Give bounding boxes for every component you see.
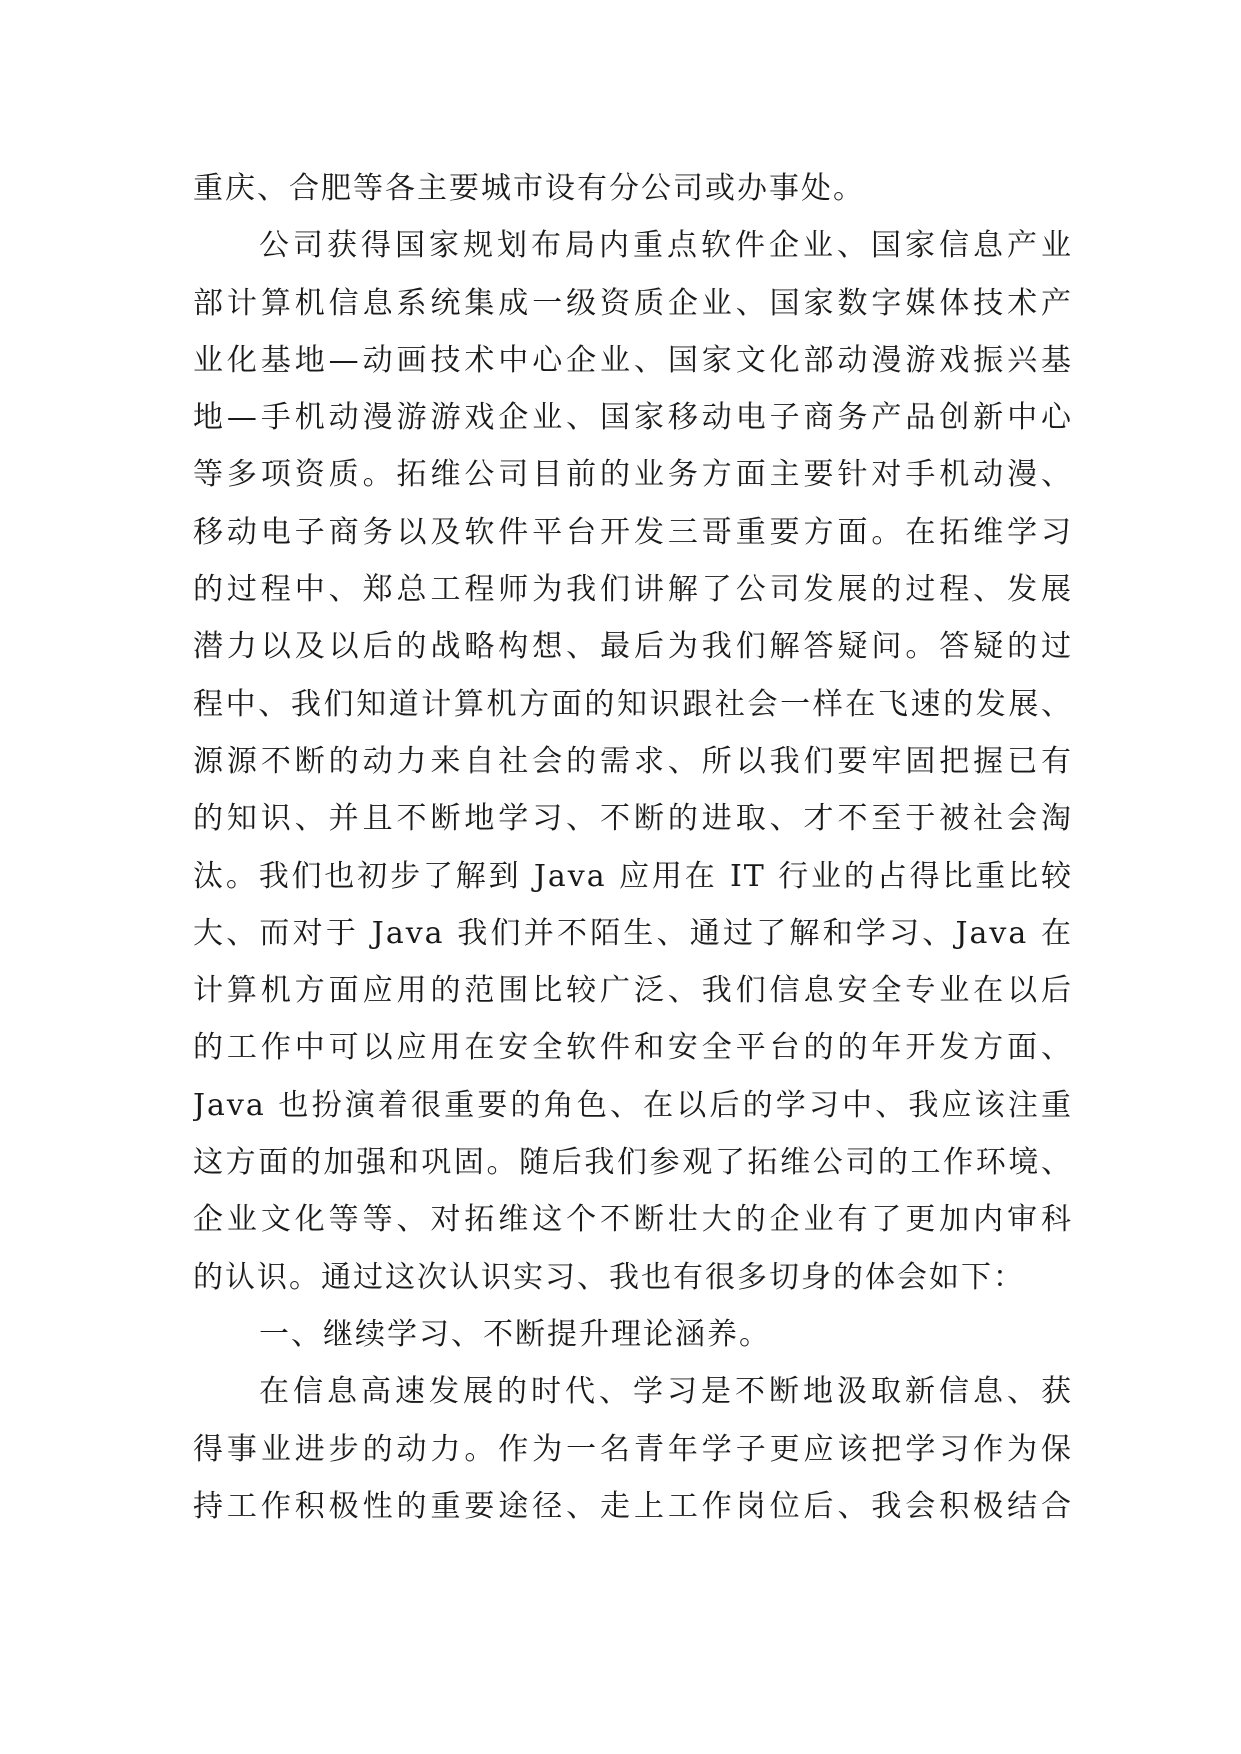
text-line: 一、继续学习、不断提升理论涵养。 xyxy=(259,1316,771,1352)
text-line: 的知识、并且不断地学习、不断的进取、才不至于被社会淘 xyxy=(193,801,1073,837)
text-line: 移动电子商务以及软件平台开发三哥重要方面。在拓维学习 xyxy=(193,514,1073,550)
body-text xyxy=(193,160,1073,1535)
text-line: 地—手机动漫游游戏企业、国家移动电子商务产品创新中心 xyxy=(193,400,1073,436)
text-line: 汰。我们也初步了解到 Java 应用在 IT 行业的占得比重比较 xyxy=(193,858,1073,894)
text-line: 的过程中、郑总工程师为我们讲解了公司发展的过程、发展 xyxy=(193,572,1073,608)
text-line: 在信息高速发展的时代、学习是不断地汲取新信息、获 xyxy=(259,1374,1073,1410)
text-line: 公司获得国家规划布局内重点软件企业、国家信息产业 xyxy=(259,228,1073,264)
text-line: 程中、我们知道计算机方面的知识跟社会一样在飞速的发展、 xyxy=(193,686,1073,722)
text-line: 业化基地—动画技术中心企业、国家文化部动漫游戏振兴基 xyxy=(193,342,1073,378)
text-line: 源源不断的动力来自社会的需求、所以我们要牢固把握已有 xyxy=(193,743,1073,779)
text-line: 部计算机信息系统集成一级资质企业、国家数字媒体技术产 xyxy=(193,285,1073,321)
text-line: 的认识。通过这次认识实习、我也有很多切身的体会如下： xyxy=(193,1259,1025,1295)
text-line: 得事业进步的动力。作为一名青年学子更应该把学习作为保 xyxy=(193,1431,1073,1467)
text-line: 潜力以及以后的战略构想、最后为我们解答疑问。答疑的过 xyxy=(193,629,1073,665)
text-line: 企业文化等等、对拓维这个不断壮大的企业有了更加内审科 xyxy=(193,1202,1073,1238)
text-line: 计算机方面应用的范围比较广泛、我们信息安全专业在以后 xyxy=(193,973,1073,1009)
text-line: 持工作积极性的重要途径、走上工作岗位后、我会积极结合 xyxy=(193,1488,1073,1524)
text-line: 等多项资质。拓维公司目前的业务方面主要针对手机动漫、 xyxy=(193,457,1073,493)
text-line: 重庆、合肥等各主要城市设有分公司或办事处。 xyxy=(193,171,865,206)
text-line: 这方面的加强和巩固。随后我们参观了拓维公司的工作环境、 xyxy=(193,1145,1073,1181)
text-line: 大、而对于 Java 我们并不陌生、通过了解和学习、Java 在 xyxy=(193,915,1073,951)
text-line: Java 也扮演着很重要的角色、在以后的学习中、我应该注重 xyxy=(193,1087,1073,1123)
text-line: 的工作中可以应用在安全软件和安全平台的的年开发方面、 xyxy=(193,1030,1073,1066)
